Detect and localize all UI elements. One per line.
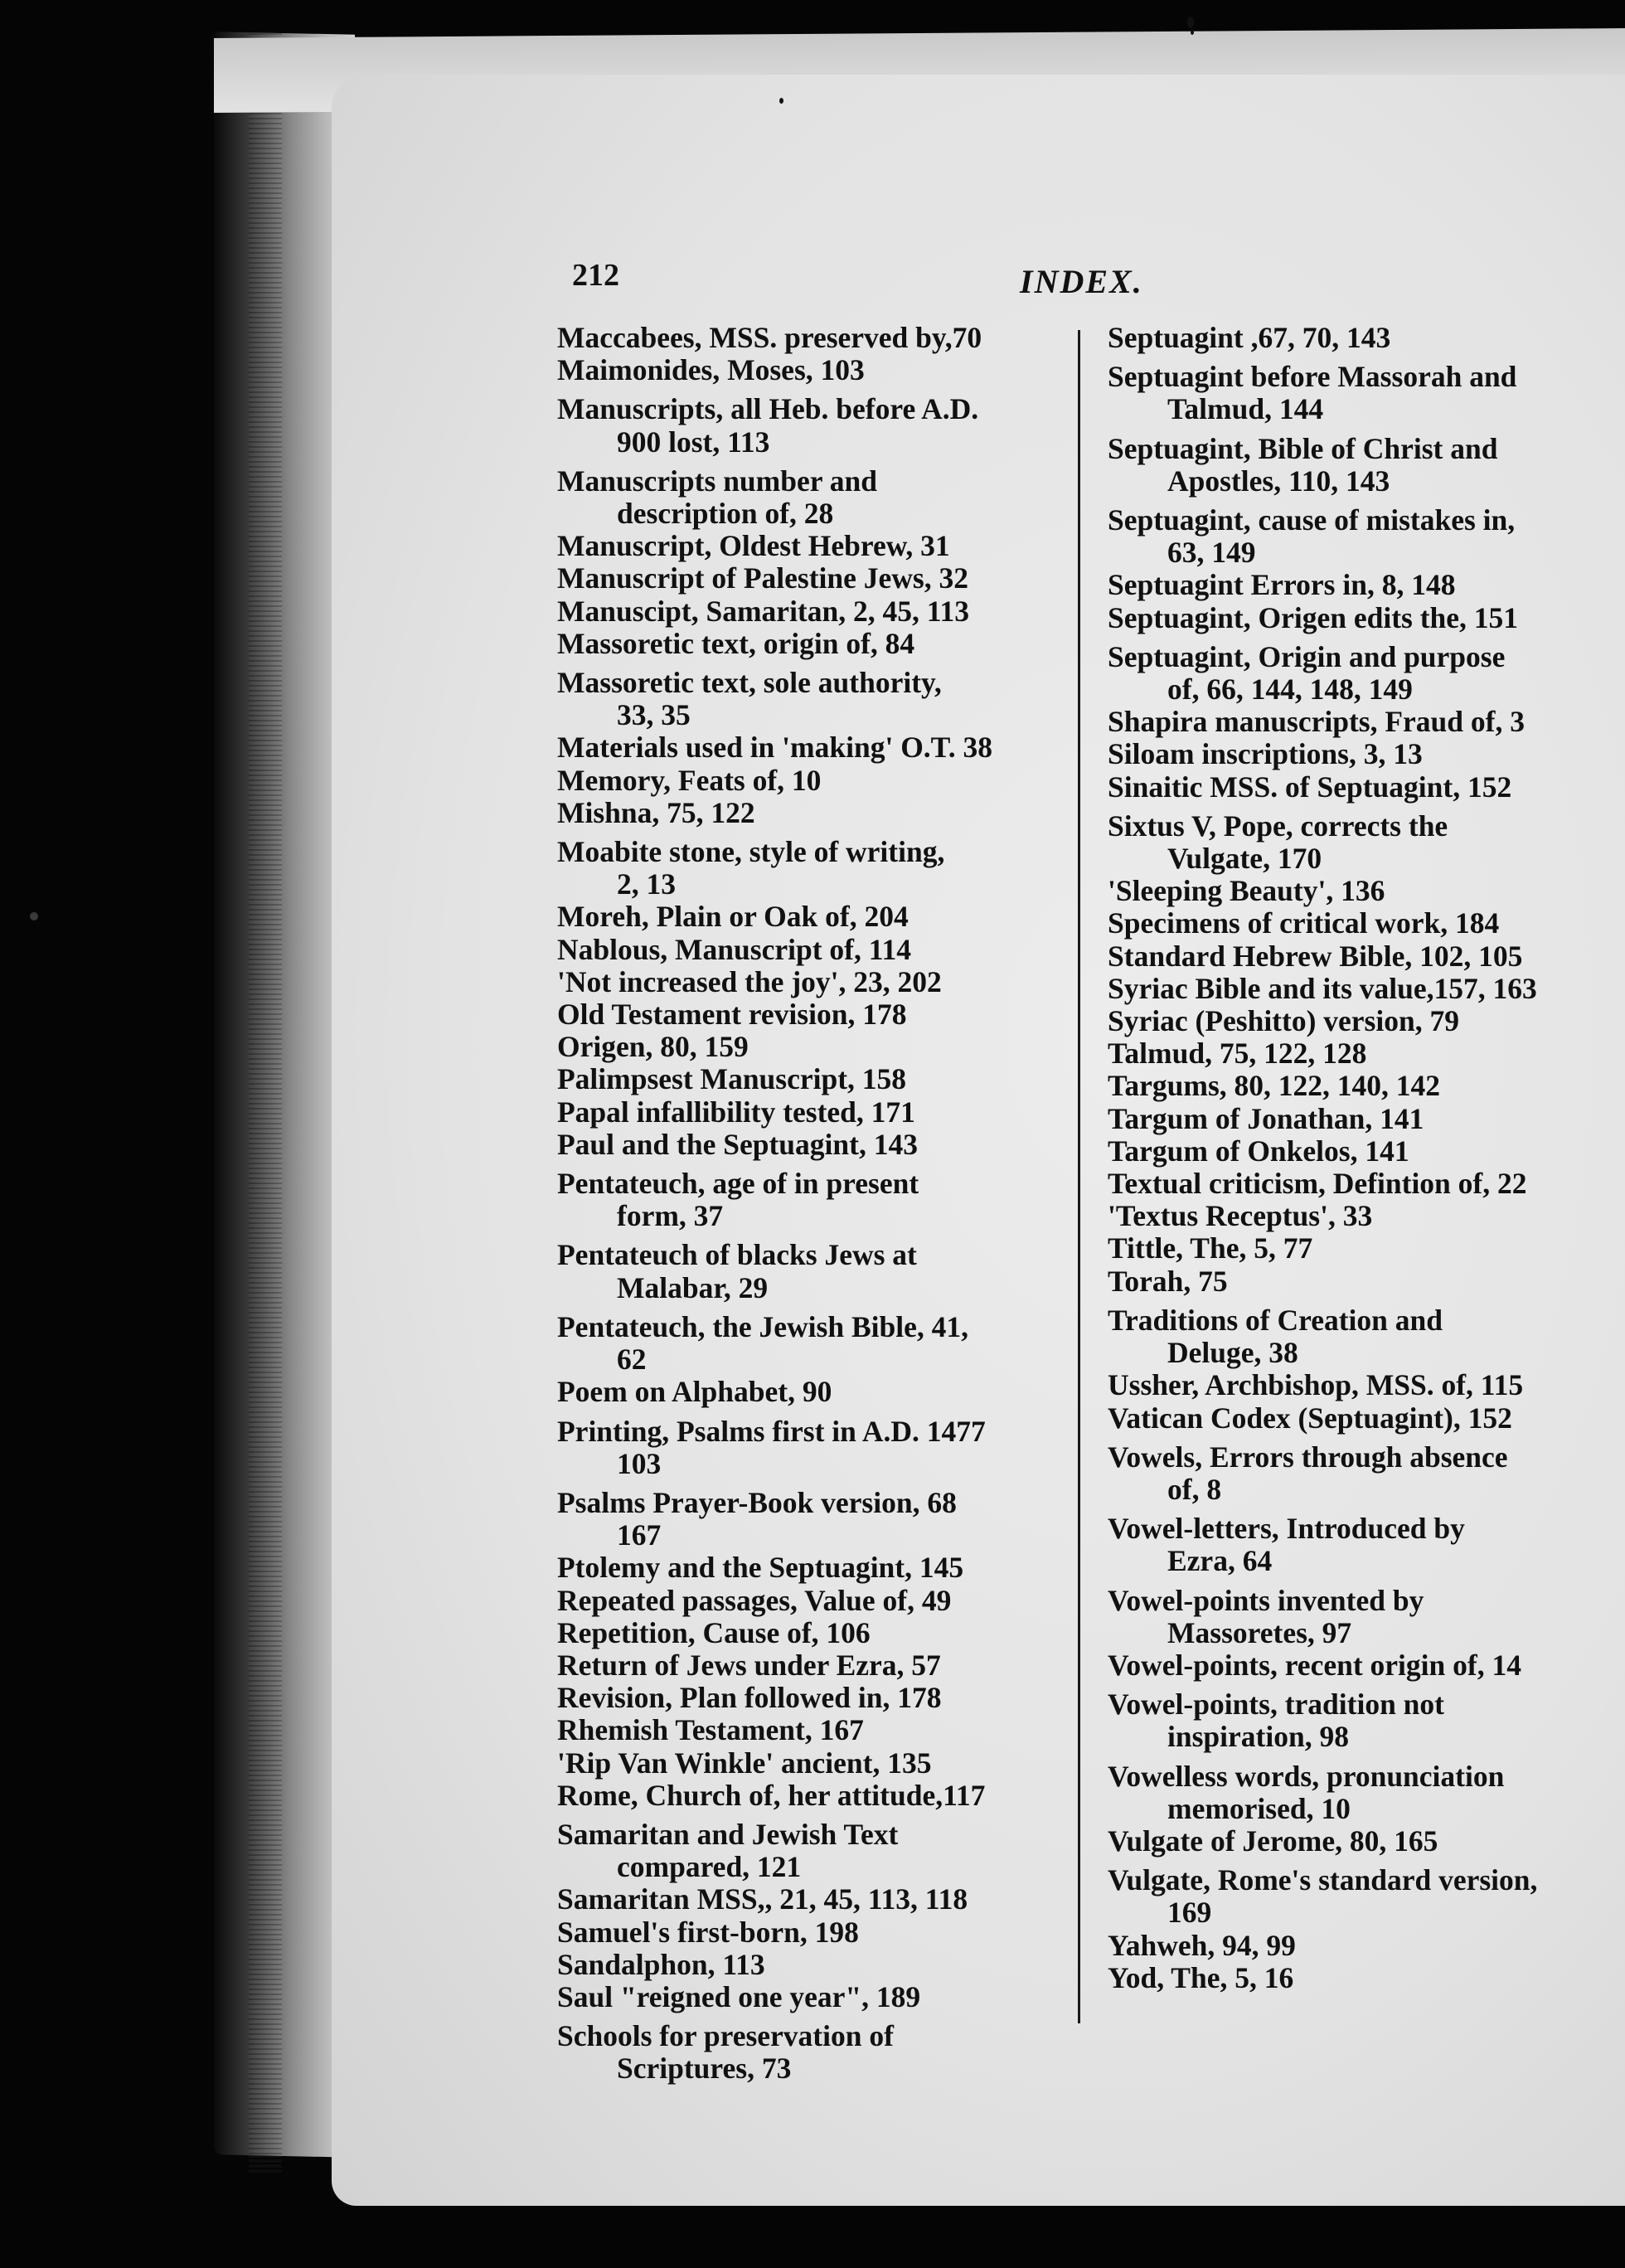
index-entry [557,1585,1088,1617]
index-entry [557,1239,1088,1304]
index-entry [1108,1265,1622,1298]
index-column-right [1108,322,1622,1994]
index-entry-heading: Origen, 80, 159 [557,1030,749,1064]
index-entry [557,998,1088,1031]
index-entry [1108,1200,1622,1232]
index-entry-heading: Specimens of critical work, 184 [1108,906,1500,940]
index-entry-heading: Septuagint, Origen edits the, 151 [1108,600,1519,634]
index-entry-heading: Vowels, Errors through absence [1108,1440,1508,1474]
index-entry-continuation: 103 [617,1446,662,1480]
index-entry-heading: Maccabees, MSS. preserved by,70 [557,321,982,354]
index-entry [557,797,1088,829]
index-entry [557,731,1088,764]
index-entry [557,1031,1088,1063]
index-entry [557,836,1088,901]
index-entry-heading: Vowel-points, tradition not [1108,1688,1444,1722]
index-entry-heading: Paul and the Septuagint, 143 [557,1127,918,1161]
index-entry-heading: Psalms Prayer-Book version, 68 [557,1485,957,1519]
index-entry [557,354,1088,386]
index-entry-heading: Poem on Alphabet, 90 [557,1375,832,1409]
index-entry [1108,1441,1622,1506]
index-entry-heading: Nablous, Manuscript of, 114 [557,932,912,966]
index-entry [557,966,1088,998]
index-entry-continuation: Ezra, 64 [1167,1544,1273,1578]
index-entry-heading: Pentateuch of blacks Jews at [557,1238,917,1272]
index-entry-heading: Torah, 75 [1108,1264,1228,1298]
index-entry [557,901,1088,933]
index-entry [1108,1369,1622,1401]
index-entry-heading: Repeated passages, Value of, 49 [557,1583,952,1617]
index-entry-heading: Rome, Church of, her attitude,117 [557,1778,986,1812]
index-entry [557,1981,1088,2013]
index-entry-heading: Manuscript, Oldest Hebrew, 31 [557,529,950,563]
index-entry [1108,1232,1622,1265]
index-entry-heading: Manuscripts number and [557,464,877,498]
index-entry-heading: Vatican Codex (Septuagint), 152 [1108,1401,1512,1435]
index-entry-heading: Repetition, Cause of, 106 [557,1615,871,1649]
index-entry [1108,1402,1622,1435]
index-entry [557,322,1088,354]
index-entry-continuation: of, 66, 144, 148, 149 [1167,673,1413,707]
index-entry [1108,1962,1622,1994]
page-edges [249,33,282,2173]
index-entry [557,595,1088,628]
index-entry-heading: Mishna, 75, 122 [557,795,755,829]
index-entry-heading: Sixtus V, Pope, corrects the [1108,809,1448,843]
index-entry-continuation: Massoretes, 97 [1167,1615,1352,1649]
index-entry-heading: Vowel-letters, Introduced by [1108,1512,1465,1546]
index-entry [557,934,1088,966]
index-entry [1108,602,1622,634]
index-entry [557,1819,1088,1883]
index-entry-heading: Syriac Bible and its value,157, 163 [1108,971,1537,1005]
index-entry-continuation: Deluge, 38 [1167,1336,1298,1370]
index-entry-continuation: Vulgate, 170 [1167,842,1322,876]
index-entry [557,393,1088,458]
index-entry [557,1376,1088,1408]
index-entry [1108,907,1622,940]
index-entry-heading: Moreh, Plain or Oak of, 204 [557,900,909,934]
index-entry [1108,1135,1622,1168]
index-entry [1108,1930,1622,1962]
index-entry [1108,1168,1622,1200]
index-entry [1108,322,1622,354]
index-entry-continuation: 2, 13 [617,867,676,901]
scan-speck [779,98,783,104]
index-entry [557,1617,1088,1649]
index-entry [557,1949,1088,1981]
index-entry [557,1311,1088,1376]
index-entry [557,2020,1088,2085]
index-entry-heading: 'Rip Van Winkle' ancient, 135 [557,1746,932,1780]
index-entry-continuation: 63, 149 [1167,536,1256,570]
index-entry [1108,1585,1622,1649]
index-entry [1108,1037,1622,1070]
index-entry [557,1063,1088,1095]
index-entry-heading: Saul "reigned one year", 189 [557,1979,921,2013]
index-entry-heading: Manuscipt, Samaritan, 2, 45, 113 [557,594,970,628]
index-entry [1108,1825,1622,1858]
scan-speck [30,912,38,920]
running-head: INDEX. [1020,263,1143,300]
index-entry [557,1552,1088,1584]
index-entry [557,1416,1088,1480]
index-entry [1108,1070,1622,1102]
index-entry-continuation: 33, 35 [617,698,691,732]
index-entry [557,1780,1088,1812]
index-entry [1108,433,1622,498]
index-entry [557,465,1088,530]
index-entry [1108,569,1622,601]
index-entry [1108,1005,1622,1037]
index-entry-heading: Septuagint, Bible of Christ and [1108,431,1498,465]
index-entry-heading: 'Textus Receptus', 33 [1108,1199,1373,1233]
index-entry-heading: Revision, Plan followed in, 178 [557,1681,942,1715]
index-entry-heading: Old Testament revision, 178 [557,998,907,1032]
index-entry-heading: Yahweh, 94, 99 [1108,1928,1296,1962]
index-entry [1108,1760,1622,1825]
index-entry-heading: Schools for preservation of [557,2019,894,2053]
index-entry-heading: Moabite stone, style of writing, [557,835,945,869]
index-entry-heading: Siloam inscriptions, 3, 13 [1108,737,1423,771]
index-entry [1108,810,1622,875]
index-entry-heading: Maimonides, Moses, 103 [557,353,865,387]
index-entry-heading: Materials used in 'making' O.T. 38 [557,731,992,765]
index-entry-heading: Ussher, Archbishop, MSS. of, 115 [1108,1368,1524,1402]
index-entry-continuation: inspiration, 98 [1167,1720,1349,1754]
index-entry [1108,1688,1622,1753]
index-entry-heading: Standard Hebrew Bible, 102, 105 [1108,939,1523,973]
index-entry-heading: Vowelless words, pronunciation [1108,1759,1505,1793]
index-entry [557,1714,1088,1746]
index-entry [1108,771,1622,804]
page-number: 212 [572,258,619,293]
index-entry [1108,706,1622,738]
index-entry-heading: 'Not increased the joy', 23, 202 [557,964,942,998]
index-entry [1108,738,1622,770]
index-entry-continuation: 167 [617,1518,662,1552]
index-entry-heading: Septuagint Errors in, 8, 148 [1108,568,1456,602]
index-entry-heading: Pentateuch, the Jewish Bible, 41, [557,1309,968,1343]
index-entry-heading: Syriac (Peshitto) version, 79 [1108,1004,1459,1038]
index-entry-heading: Septuagint, Origin and purpose [1108,639,1506,673]
index-entry-heading: Yod, The, 5, 16 [1108,1960,1294,1994]
index-entry-continuation: form, 37 [617,1199,724,1233]
index-entry-heading: Samaritan MSS,, 21, 45, 113, 118 [557,1882,968,1916]
index-entry [1108,504,1622,569]
index-entry [557,765,1088,797]
index-entry [557,1168,1088,1232]
index-entry-heading: Sandalphon, 113 [557,1947,765,1981]
index-entry-heading: Ptolemy and the Septuagint, 145 [557,1551,964,1585]
index-entry-continuation: Scriptures, 73 [617,2052,792,2086]
index-entry [1108,1304,1622,1369]
index-entry-heading: Massoretic text, sole authority, [557,666,942,700]
index-entry [1108,361,1622,425]
index-entry-heading: Sinaitic MSS. of Septuagint, 152 [1108,770,1512,804]
index-entry [557,1682,1088,1714]
index-entry-continuation: Talmud, 144 [1167,392,1324,426]
index-entry-continuation: 900 lost, 113 [617,425,770,459]
index-entry-heading: Printing, Psalms first in A.D. 1477 [557,1414,986,1448]
index-entry [557,562,1088,595]
index-entry-heading: Palimpsest Manuscript, 158 [557,1062,907,1096]
index-entry-heading: Rhemish Testament, 167 [557,1713,864,1747]
index-entry [557,1747,1088,1780]
index-entry [1108,940,1622,973]
index-entry-continuation: 169 [1167,1896,1212,1930]
index-entry [557,1096,1088,1129]
index-entry [1108,1513,1622,1577]
index-entry-continuation: compared, 121 [617,1850,802,1884]
index-entry-heading: Pentateuch, age of in present [557,1167,919,1201]
index-entry-heading: Septuagint, cause of mistakes in, [1108,503,1516,537]
index-entry [1108,641,1622,706]
index-entry-heading: Vulgate, Rome's standard version, [1108,1863,1538,1897]
index-entry [1108,1864,1622,1929]
scan-speck [1187,17,1194,28]
index-entry-heading: Targum of Jonathan, 141 [1108,1101,1424,1135]
index-entry-heading: Papal infallibility tested, 171 [557,1095,915,1129]
index-entry [1108,875,1622,907]
index-entry [557,1487,1088,1552]
index-entry-continuation: 62 [617,1343,647,1377]
index-entry-heading: Manuscript of Palestine Jews, 32 [557,561,968,595]
index-entry [557,1916,1088,1949]
index-entry-heading: Targums, 80, 122, 140, 142 [1108,1069,1441,1103]
index-entry-heading: Manuscripts, all Heb. before A.D. [557,392,979,426]
index-column-left [557,322,1088,2086]
index-entry-heading: Talmud, 75, 122, 128 [1108,1037,1367,1071]
index-entry-heading: Septuagint ,67, 70, 143 [1108,321,1391,354]
column-divider [1078,330,1080,2023]
index-entry-heading: 'Sleeping Beauty', 136 [1108,874,1385,908]
index-entry-heading: Massoretic text, origin of, 84 [557,626,915,660]
index-entry [1108,1103,1622,1135]
index-entry-heading: Septuagint before Massorah and [1108,360,1517,394]
index-entry [557,628,1088,660]
index-entry-heading: Memory, Feats of, 10 [557,763,822,797]
index-entry-continuation: of, 8 [1167,1472,1222,1506]
index-entry-heading: Shapira manuscripts, Fraud of, 3 [1108,705,1525,739]
index-entry [557,667,1088,731]
index-entry-continuation: description of, 28 [617,497,834,531]
index-entry [1108,1649,1622,1682]
scan-speck [1191,30,1194,35]
index-entry-heading: Traditions of Creation and [1108,1303,1443,1337]
index-entry-heading: Tittle, The, 5, 77 [1108,1231,1313,1265]
index-entry [557,1129,1088,1161]
index-entry [557,1883,1088,1916]
index-entry-heading: Vowel-points, recent origin of, 14 [1108,1648,1521,1682]
index-entry-heading: Targum of Onkelos, 141 [1108,1134,1409,1168]
index-entry-continuation: Malabar, 29 [617,1270,769,1304]
index-entry [1108,973,1622,1005]
index-entry [557,530,1088,562]
index-entry-heading: Textual criticism, Defintion of, 22 [1108,1167,1527,1201]
index-entry-heading: Vulgate of Jerome, 80, 165 [1108,1824,1438,1858]
index-entry [557,1649,1088,1682]
index-entry-heading: Return of Jews under Ezra, 57 [557,1648,941,1682]
index-entry-heading: Vowel-points invented by [1108,1583,1424,1617]
index-entry-heading: Samuel's first-born, 198 [557,1915,859,1949]
index-entry-continuation: memorised, 10 [1167,1791,1351,1825]
index-entry-continuation: Apostles, 110, 143 [1167,464,1390,498]
index-entry-heading: Samaritan and Jewish Text [557,1817,899,1851]
